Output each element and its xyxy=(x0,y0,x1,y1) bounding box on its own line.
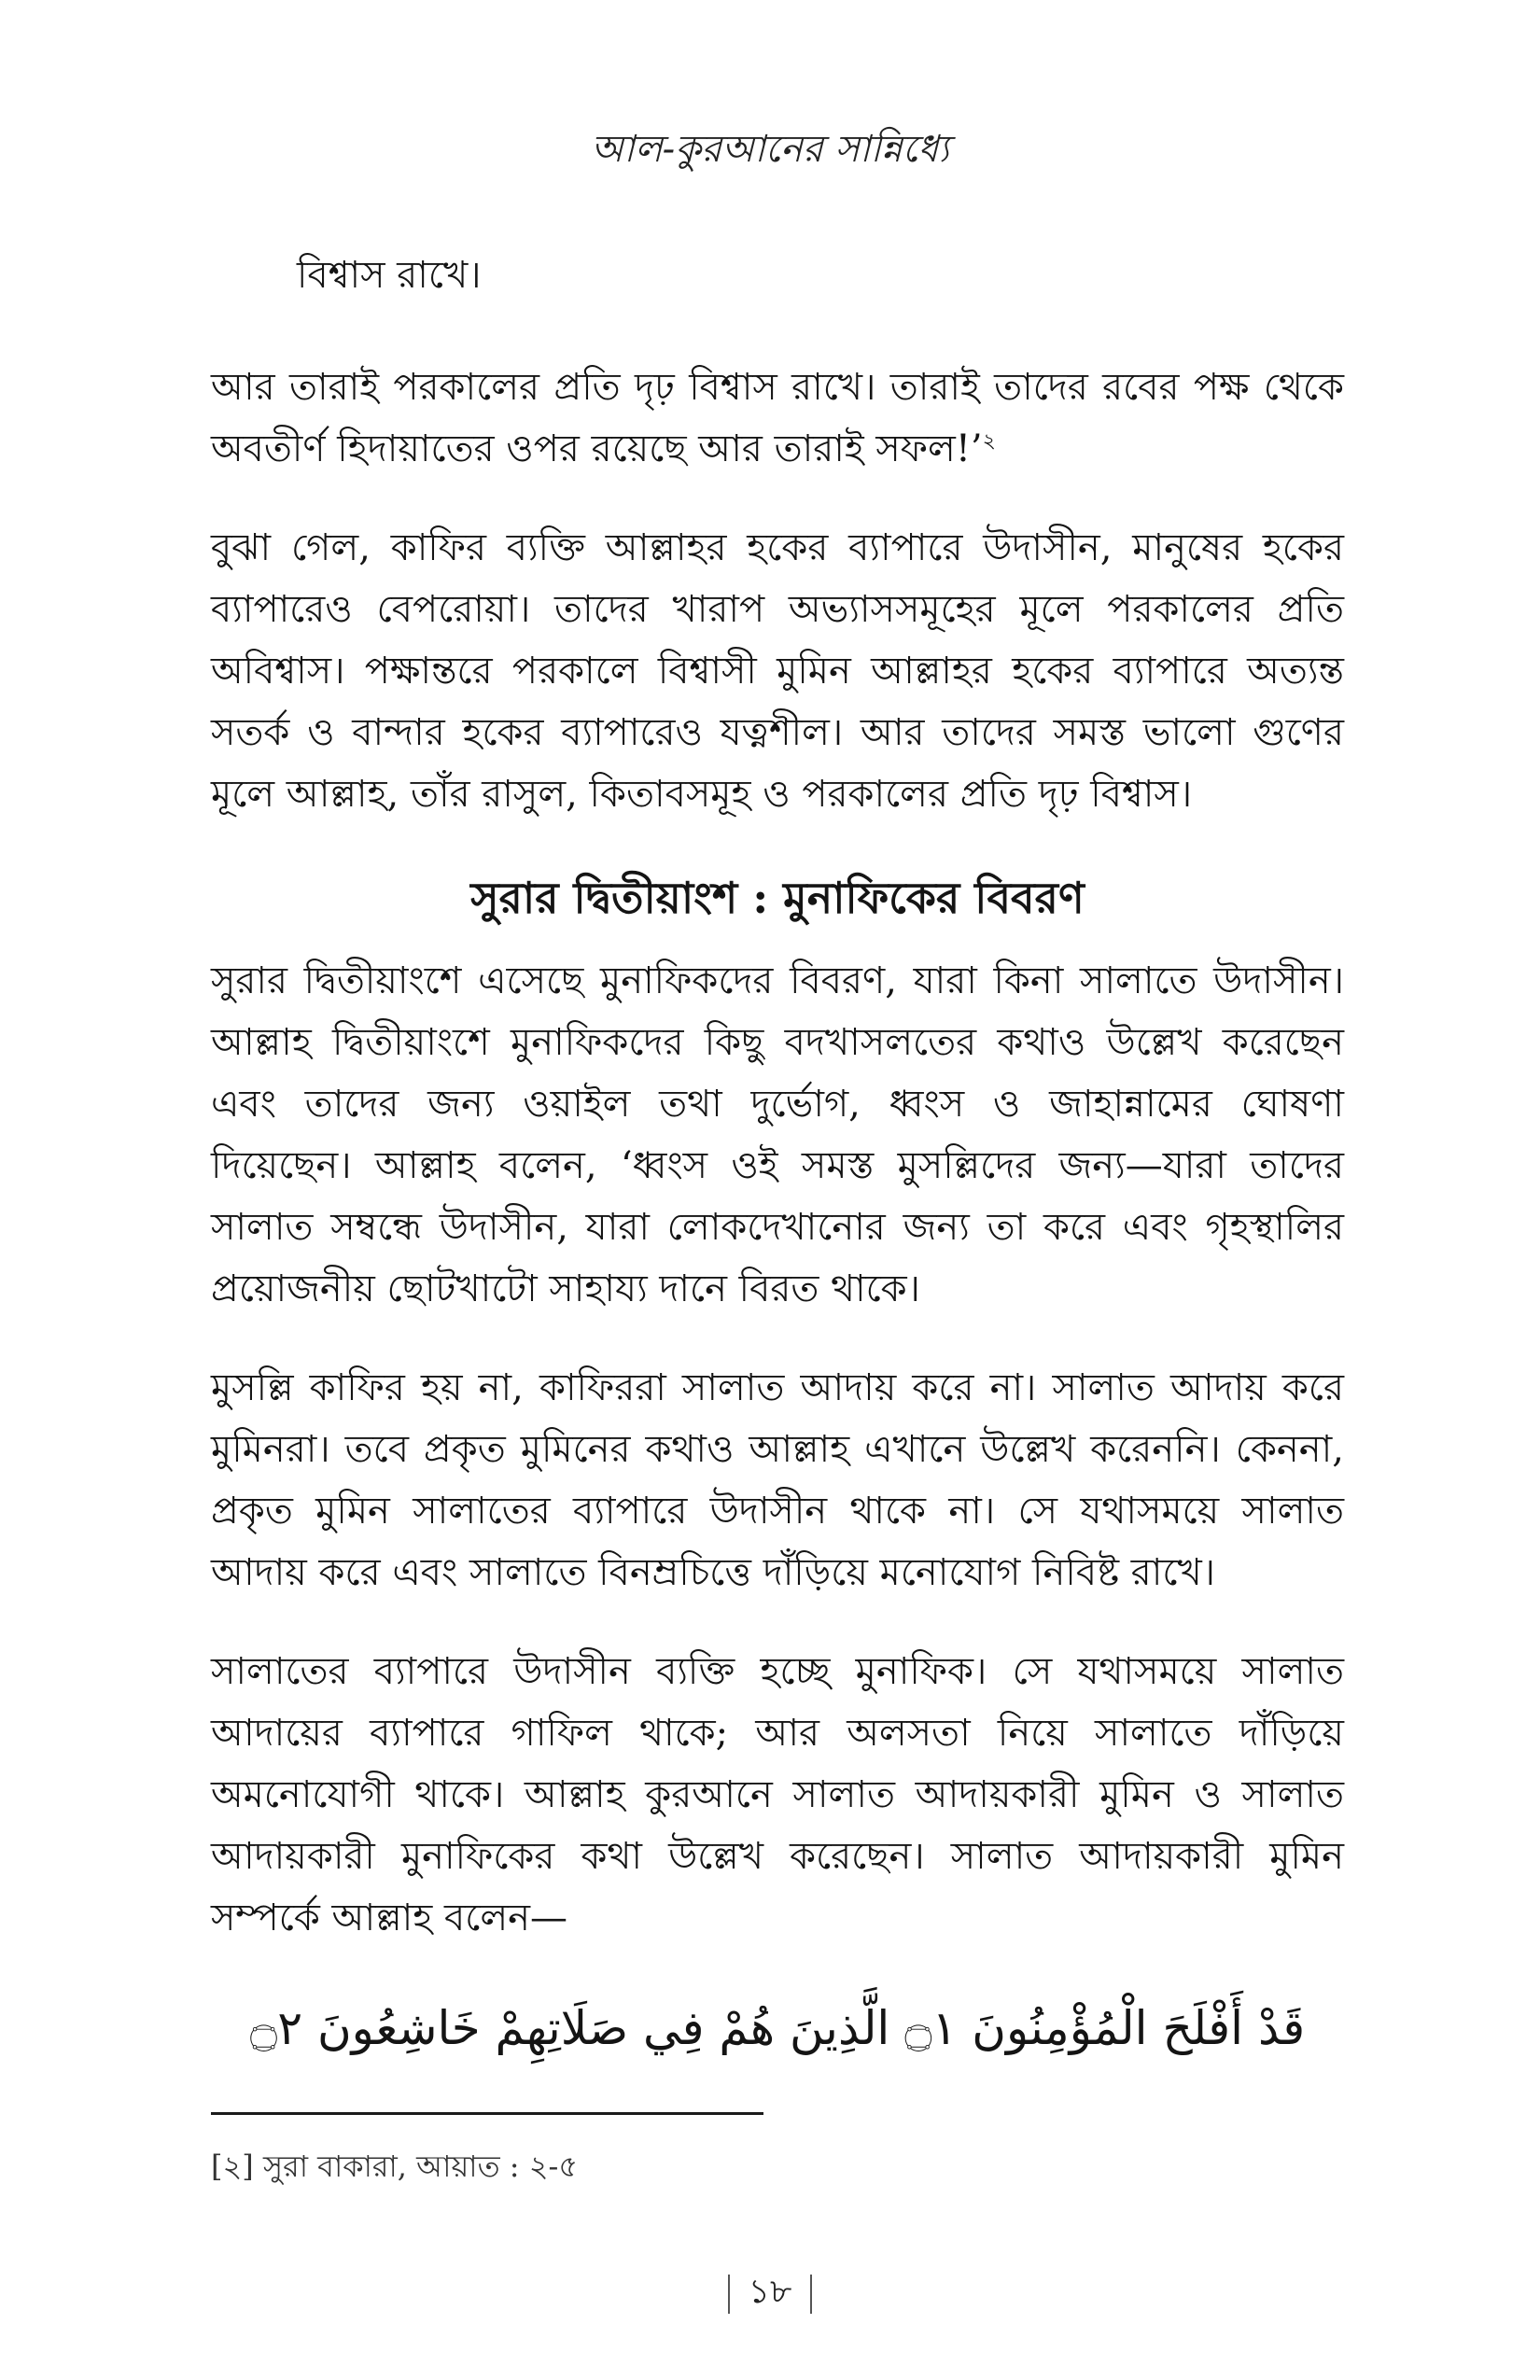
paragraph-quote-text: আর তারাই পরকালের প্রতি দৃঢ় বিশ্বাস রাখে। তারাই তাদের রবের পক্ষ থেকে অবতীর্ণ হিদায়াতের ওপর রয়েছে আর তারাই সফল!’ xyxy=(211,366,1344,470)
footnote-reference: ২ xyxy=(982,429,996,454)
folio-bar-left xyxy=(728,2275,730,2314)
paragraph-commentary: বুঝা গেল, কাফির ব্যক্তি আল্লাহর হকের ব্যাপারে উদাসীন, মানুষের হকের ব্যাপারেও বেপরোয়া। তাদের খারাপ অভ্যাসসমূহের মূলে পরকালের প্রতি অবিশ্বাস। পক্ষান্তরে পরকালে বিশ্বাসী মুমিন আল্লাহর হকের ব্যাপারে অত্যন্ত সতর্ক ও বান্দার হকের ব্যাপারেও যত্নশীল। আর তাদের সমস্ত ভালো গুণের মূলে আল্লাহ, তাঁর রাসুল, কিতাবসমূহ ও পরকালের প্রতি দৃঢ় বিশ্বাস। xyxy=(211,526,1344,816)
section-heading: সুরার দ্বিতীয়াংশ : মুনাফিকের বিবরণ xyxy=(470,873,1085,923)
footnote: [২] সুরা বাকারা, আয়াত : ২-৫ xyxy=(211,2149,579,2184)
page-number: ১৮ xyxy=(748,2273,792,2311)
footnote-divider xyxy=(211,2112,763,2115)
arabic-verse: قَدْ أَفْلَحَ الْمُؤْمِنُونَ ۝١ الَّذِينَ هُمْ فِي صَلَاتِهِمْ خَاشِعُونَ ۝٢ xyxy=(249,2001,1306,2055)
paragraph-munafiq-description: সুরার দ্বিতীয়াংশে এসেছে মুনাফিকদের বিবরণ, যারা কিনা সালাতে উদাসীন। আল্লাহ দ্বিতীয়াংশে মুনাফিকদের কিছু বদখাসলতের কথাও উল্লেখ করেছেন এবং তাদের জন্য ওয়াইল তথা দুর্ভোগ, ধ্বংস ও জাহান্নামের ঘোষণা দিয়েছেন। আল্লাহ বলেন, ‘ধ্বংস ওই সমস্ত মুসল্লিদের জন্য—যারা তাদের সালাত সম্বন্ধে উদাসীন, যারা লোকদেখানোর জন্য তা করে এবং গৃহস্থালির প্রয়োজনীয় ছোটখাটো সাহায্য দানে বিরত থাকে। xyxy=(211,959,1344,1310)
paragraph-negligent: সালাতের ব্যাপারে উদাসীন ব্যক্তি হচ্ছে মুনাফিক। সে যথাসময়ে সালাত আদায়ের ব্যাপারে গাফিল থাকে; আর অলসতা নিয়ে সালাতে দাঁড়িয়ে অমনোযোগী থাকে। আল্লাহ কুরআনে সালাত আদায়কারী মুমিন ও সালাত আদায়কারী মুনাফিকের কথা উল্লেখ করেছেন। সালাত আদায়কারী মুমিন সম্পর্কে আল্লাহ বলেন— xyxy=(211,1650,1344,1939)
paragraph-quote xyxy=(211,357,1344,480)
running-head: আল-কুরআনের সান্নিধ্যে xyxy=(591,128,949,171)
body-text xyxy=(211,245,1344,2070)
folio-bar-right xyxy=(810,2275,812,2314)
paragraph-continuation: বিশ্বাস রাখে। xyxy=(297,254,482,297)
page-folio xyxy=(0,2266,1540,2322)
paragraph-musalli: মুসল্লি কাফির হয় না, কাফিররা সালাত আদায় করে না। সালাত আদায় করে মুমিনরা। তবে প্রকৃত মুমিনের কথাও আল্লাহ এখানে উল্লেখ করেননি। কেননা, প্রকৃত মুমিন সালাতের ব্যাপারে উদাসীন থাকে না। সে যথাসময়ে সালাত আদায় করে এবং সালাতে বিনম্রচিত্তে দাঁড়িয়ে মনোযোগ নিবিষ্ট রাখে। xyxy=(211,1366,1344,1594)
